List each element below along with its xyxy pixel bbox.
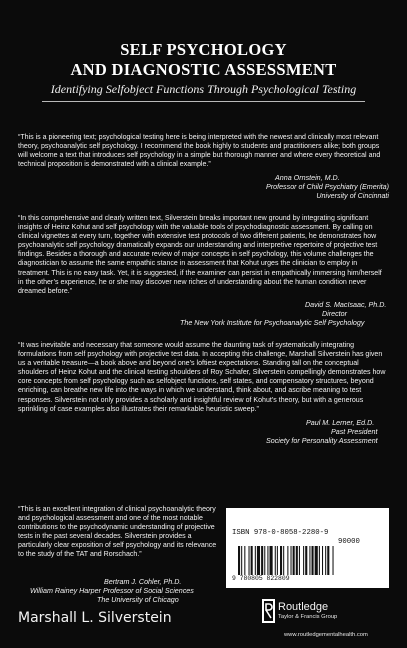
endorsement-quote-4: “This is an excellent integration of clinical psychoanalytic theory and psychological assessment and one of the most notable contributions to the psychodynamic understanding of projective tests in the past several decades. Silverstein provides a particularly clear exposition of self psychology and its relevance to the study of the TAT and Rorschach.” xyxy=(18,506,217,558)
book-title-line-1: SELF PSYCHOLOGY xyxy=(120,40,287,59)
attribution-name: David S. MacIsaac, Ph.D. xyxy=(305,301,387,309)
endorsement-quote-2: “In this comprehensive and clearly written text, Silverstein breaks important new ground by integrating significant insights of Heinz Kohut and self psychology with the valuable tools of psychodiagnostic assessment. By calling on clinical vignettes at every turn, together with extensive test protocols of two different patients, he demonstrates how psychoanalytic self psychology dramatically expands our understanding and interpretive repertoire of projective test findings. Besides a thorough and accurate review of major concepts in self psychology, this volume challenges the diagnostician to assume the same empathic stance in assessment that Kohut urges the clinician to employ in treatment. This is no easy task. Yet, it is suggested, if the examiner can persist in empathically immersing him/herself in the other’s experience, he or she may discover new riches of understanding about the human condition never dreamed before.” xyxy=(18,215,382,295)
book-subtitle: Identifying Selfobject Functions Through Psychological Testing xyxy=(50,82,357,96)
attribution-affiliation: University of Cincinnati xyxy=(316,192,389,201)
attribution-name: Paul M. Lerner, Ed.D. xyxy=(306,419,375,427)
attribution-title: Professor of Child Psychiatry (Emerita) xyxy=(265,183,389,192)
price-code: 90000 xyxy=(338,538,360,546)
attribution-affiliation: The University of Chicago xyxy=(97,596,179,605)
endorsement-attribution-3 xyxy=(257,419,392,446)
attribution-affiliation: Society for Personality Assessment xyxy=(266,437,378,446)
attribution-name: Bertram J. Cohler, Ph.D. xyxy=(104,578,182,586)
book-title-line-2: AND DIAGNOSTIC ASSESSMENT xyxy=(70,60,337,79)
endorsement-attribution-2 xyxy=(180,301,389,328)
attribution-name: Anna Ornstein, M.D. xyxy=(275,174,340,182)
attribution-title: Director xyxy=(322,310,347,319)
author-name: Marshall L. Silverstein xyxy=(18,610,172,626)
publisher-name: Routledge xyxy=(278,601,329,613)
routledge-logo-icon xyxy=(262,599,275,623)
endorsement-attribution-1 xyxy=(265,174,389,201)
publisher-url: www.routledgementalhealth.com xyxy=(284,632,368,638)
barcode-number: 9 780805 822809 xyxy=(232,575,290,582)
endorsement-quote-3: “It was inevitable and necessary that someone would assume the daunting task of systematically integrating formulations from self psychology with projective test data. In accepting this challenge, Marshall Silverstein has given us a veritable treasure—a book above and beyond one’s loftiest expectations. Standing tall on the conceptual shoulders of Heinz Kohut and the clinical testing shoulders of Roy Schafer, Silverstein compellingly demonstrates how core concepts from self psychology such as selfobject functions, self states, and compensatory structures, beyond enriching, can breathe new life into the ways in which we understand, think about, and ascribe meaning to test responses. Silverstein not only provides a scholarly and insightful review of Kohut’s theory, but with a generous sprinkling of case examples also illustrates their remarkable heuristic sweep.” xyxy=(18,342,386,413)
endorsement-quote-1: “This is a pioneering text; psychological testing here is being interpreted with the newest and clinically most relevant theory, psychoanalytic self psychology. I recommend the book highly to students and practitioners alike; both groups will welcome a text that introduces self psychology in a simple but thorough manner and where every theoretical and technical proposition is demonstrated with a clinical example.” xyxy=(18,134,381,169)
publisher-tagline: Taylor & Francis Group xyxy=(278,614,338,620)
isbn-label: ISBN 978-0-8058-2280-9 xyxy=(232,529,329,537)
divider-rule xyxy=(42,101,365,102)
endorsement-attribution-4 xyxy=(30,578,230,605)
attribution-title: William Rainey Harper Professor of Social Sciences xyxy=(30,587,194,596)
attribution-title: Past President xyxy=(331,428,378,437)
attribution-affiliation: The New York Institute for Psychoanalytic Self Psychology xyxy=(180,319,365,328)
barcode-icon xyxy=(238,546,386,575)
